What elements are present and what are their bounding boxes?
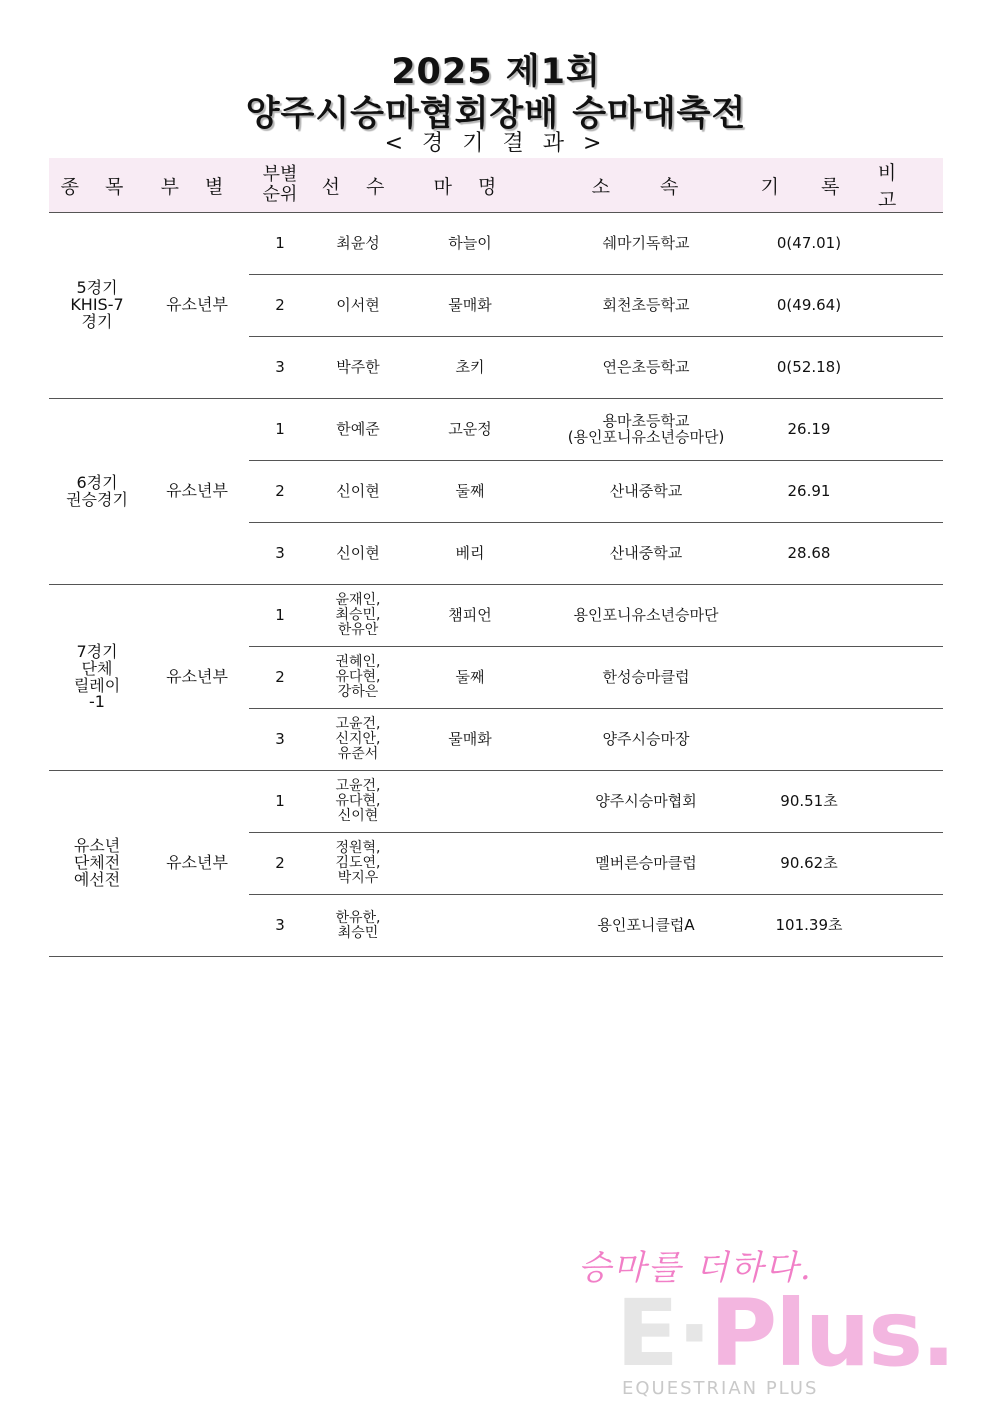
record-cell: 28.68 xyxy=(757,523,861,585)
affiliation-cell: 멜버른승마클럽 xyxy=(535,833,757,895)
record-cell: 101.39초 xyxy=(757,895,861,957)
rider-cell: 한유한, 최승민 xyxy=(311,895,405,957)
rider-cell: 박주한 xyxy=(311,337,405,399)
rider-cell: 이서현 xyxy=(311,275,405,337)
division-cell: 유소년부 xyxy=(145,771,249,957)
horse-cell: 베리 xyxy=(405,523,535,585)
record-cell: 0(47.01) xyxy=(757,213,861,275)
header-affiliation: 소 속 xyxy=(535,158,757,213)
horse-cell xyxy=(405,771,535,833)
rank-cell: 3 xyxy=(249,523,311,585)
horse-cell: 하늘이 xyxy=(405,213,535,275)
record-cell: 26.91 xyxy=(757,461,861,523)
table-row xyxy=(49,771,943,833)
watermark-slogan: 승마를 더하다. xyxy=(578,1248,813,1288)
division-cell: 유소년부 xyxy=(145,213,249,399)
note-cell xyxy=(861,337,943,399)
rank-cell: 2 xyxy=(249,461,311,523)
results-body xyxy=(49,213,943,957)
note-cell xyxy=(861,647,943,709)
watermark-tagline: EQUESTRIAN PLUS xyxy=(622,1378,819,1399)
title-line-2: 양주시승마협회장배 승마대축전 xyxy=(245,94,747,134)
record-cell: 90.51초 xyxy=(757,771,861,833)
title-line-1: 2025 제1회 xyxy=(391,52,601,92)
rider-cell: 윤재인, 최승민, 한유안 xyxy=(311,585,405,647)
rider-cell: 한예준 xyxy=(311,399,405,461)
rank-cell: 1 xyxy=(249,585,311,647)
horse-cell: 둘째 xyxy=(405,647,535,709)
record-cell: 0(52.18) xyxy=(757,337,861,399)
rank-cell: 1 xyxy=(249,771,311,833)
note-cell xyxy=(861,399,943,461)
affiliation-cell: 양주시승마협회 xyxy=(535,771,757,833)
header-horse: 마 명 xyxy=(405,158,535,213)
rank-cell: 3 xyxy=(249,337,311,399)
affiliation-cell: 연은초등학교 xyxy=(535,337,757,399)
rank-cell: 1 xyxy=(249,213,311,275)
horse-cell: 고운정 xyxy=(405,399,535,461)
horse-cell: 물매화 xyxy=(405,709,535,771)
rider-cell: 권혜인, 유다현, 강하은 xyxy=(311,647,405,709)
rider-cell: 고윤건, 신지안, 유준서 xyxy=(311,709,405,771)
rank-cell: 2 xyxy=(249,275,311,337)
rank-cell: 3 xyxy=(249,895,311,957)
event-cell: 7경기 단체 릴레이 -1 xyxy=(49,585,145,771)
record-cell: 0(49.64) xyxy=(757,275,861,337)
note-cell xyxy=(861,709,943,771)
rider-cell: 최윤성 xyxy=(311,213,405,275)
header-record: 기 록 xyxy=(757,158,861,213)
header-row xyxy=(49,158,943,213)
rank-cell: 3 xyxy=(249,709,311,771)
note-cell xyxy=(861,275,943,337)
affiliation-cell: 산내중학교 xyxy=(535,523,757,585)
affiliation-cell: 산내중학교 xyxy=(535,461,757,523)
division-cell: 유소년부 xyxy=(145,585,249,771)
table-row xyxy=(49,213,943,275)
affiliation-cell: 쉐마기독학교 xyxy=(535,213,757,275)
note-cell xyxy=(861,771,943,833)
horse-cell: 물매화 xyxy=(405,275,535,337)
note-cell xyxy=(861,213,943,275)
record-cell: 26.19 xyxy=(757,399,861,461)
rider-cell: 정원혁, 김도연, 박지우 xyxy=(311,833,405,895)
header-rank: 부별 순위 xyxy=(249,158,311,213)
rank-cell: 2 xyxy=(249,833,311,895)
event-cell: 6경기 권승경기 xyxy=(49,399,145,585)
header-rider: 선 수 xyxy=(311,158,405,213)
affiliation-cell: 용인포니클럽A xyxy=(535,895,757,957)
note-cell xyxy=(861,523,943,585)
results-table xyxy=(49,158,943,957)
note-cell xyxy=(861,461,943,523)
record-cell xyxy=(757,585,861,647)
record-cell xyxy=(757,709,861,771)
note-cell xyxy=(861,833,943,895)
table-row xyxy=(49,399,943,461)
division-cell: 유소년부 xyxy=(145,399,249,585)
horse-cell: 초키 xyxy=(405,337,535,399)
record-cell: 90.62초 xyxy=(757,833,861,895)
subtitle: < 경 기 결 과 > xyxy=(384,131,608,156)
record-cell xyxy=(757,647,861,709)
rank-cell: 2 xyxy=(249,647,311,709)
event-cell: 5경기 KHIS-7 경기 xyxy=(49,213,145,399)
eplus-logo: E·Plus. xyxy=(616,1280,954,1387)
rider-cell: 고윤건, 유다현, 신이현 xyxy=(311,771,405,833)
affiliation-cell: 용인포니유소년승마단 xyxy=(535,585,757,647)
rank-cell: 1 xyxy=(249,399,311,461)
table-row xyxy=(49,585,943,647)
event-cell: 유소년 단체전 예선전 xyxy=(49,771,145,957)
rider-cell: 신이현 xyxy=(311,461,405,523)
note-cell xyxy=(861,895,943,957)
affiliation-cell: 회천초등학교 xyxy=(535,275,757,337)
horse-cell: 챔피언 xyxy=(405,585,535,647)
affiliation-cell: 용마초등학교 (용인포니유소년승마단) xyxy=(535,399,757,461)
horse-cell xyxy=(405,895,535,957)
eplus-watermark xyxy=(560,1240,980,1400)
header-division: 부 별 xyxy=(145,158,249,213)
header-note: 비 고 xyxy=(861,158,943,213)
horse-cell: 둘째 xyxy=(405,461,535,523)
rider-cell: 신이현 xyxy=(311,523,405,585)
note-cell xyxy=(861,585,943,647)
horse-cell xyxy=(405,833,535,895)
affiliation-cell: 한성승마클럽 xyxy=(535,647,757,709)
header-event: 종 목 xyxy=(49,158,145,213)
affiliation-cell: 양주시승마장 xyxy=(535,709,757,771)
